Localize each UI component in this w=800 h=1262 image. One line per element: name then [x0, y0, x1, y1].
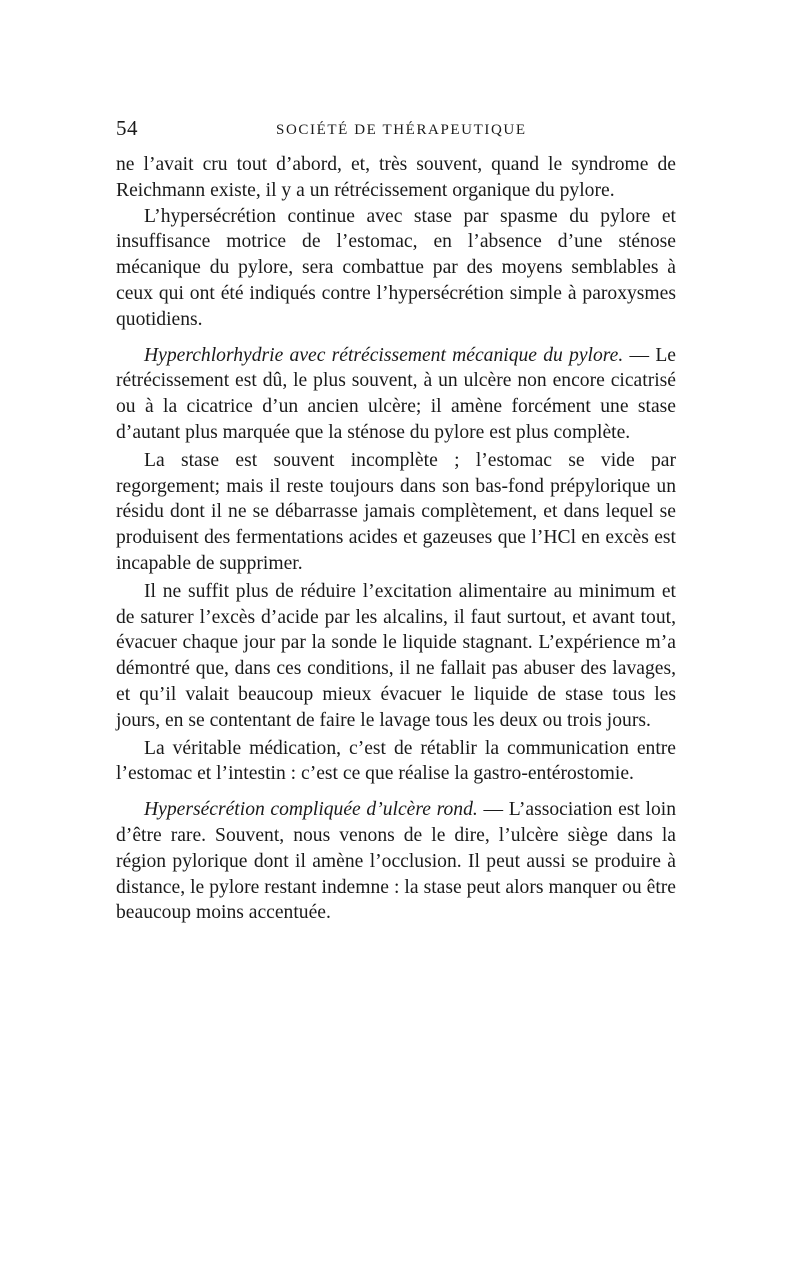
paragraph-text: Il ne suffit plus de réduire l’excitation alimentaire au minimum et de saturer l’excès d’acide par les alcalins, il faut surtout, et avant tout, évacuer chaque jour par la sonde le liquide stagnant. L’expérience m’a démontré que, dans ces conditions, il ne fallait pas abuser des lavages, et qu’il valait beaucoup mieux évacuer le liquide de stase tous les jours, en se contentant de faire le lavage tous les deux ou trois jours.: [116, 580, 676, 731]
paragraph: [116, 579, 676, 734]
paragraph-text: ne l’avait cru tout d’abord, et, très souvent, quand le syndrome de Reichmann existe, il y a un rétrécissement organique du pylore.: [116, 154, 676, 201]
section-heading: Hyperchlorhydrie avec rétrécissement mécanique du pylore.: [144, 344, 624, 366]
paragraph: [116, 448, 676, 577]
section-paragraph: [116, 797, 676, 926]
paragraph: [116, 204, 676, 333]
paragraph-text: La véritable médication, c’est de rétablir la communication entre l’estomac et l’intestin : c’est ce que réalise la gastro-entérostomie.: [116, 737, 676, 785]
paragraph: [116, 152, 676, 204]
body-text: [116, 152, 676, 926]
paragraph-text: — L’association est loin d’être rare. Souvent, nous venons de le dire, l’ulcère siège dans la région pylorique dont il amène l’occlusion. Il peut aussi se produire à distance, le pylore restant indemne : la stase peut alors manquer ou être beaucoup moins accentuée.: [116, 799, 676, 924]
paragraph: [116, 736, 676, 788]
running-head: [116, 112, 676, 146]
section-heading: Hypersécrétion compliquée d’ulcère rond.: [144, 799, 478, 821]
page-number: 54: [116, 116, 138, 140]
section-paragraph: [116, 343, 676, 446]
journal-title: SOCIÉTÉ DE THÉRAPEUTIQUE: [276, 122, 527, 138]
paragraph-text: L’hypersécrétion continue avec stase par spasme du pylore et insuffisance motrice de l’estomac, en l’absence d’une sténose mécanique du pylore, sera combattue par des moyens semblables à ceux qui ont été indiqués contre l’hypersécrétion simple à paroxysmes quotidiens.: [116, 205, 676, 330]
paragraph-text: — Le rétrécissement est dû, le plus souvent, à un ulcère non encore cicatrisé ou à la cicatrice d’un ancien ulcère; il amène forcément une stase d’autant plus marquée que la sténose du pylore est plus complète.: [116, 344, 676, 443]
paragraph-text: La stase est souvent incomplète ; l’estomac se vide par regorgement; mais il reste toujours dans son bas-fond prépylorique un résidu dont il ne se débarrasse jamais complètement, et dans lequel se produisent des fermentations acides et gazeuses que l’HCl en excès est incapable de supprimer.: [116, 449, 676, 574]
document-page: [116, 112, 676, 926]
